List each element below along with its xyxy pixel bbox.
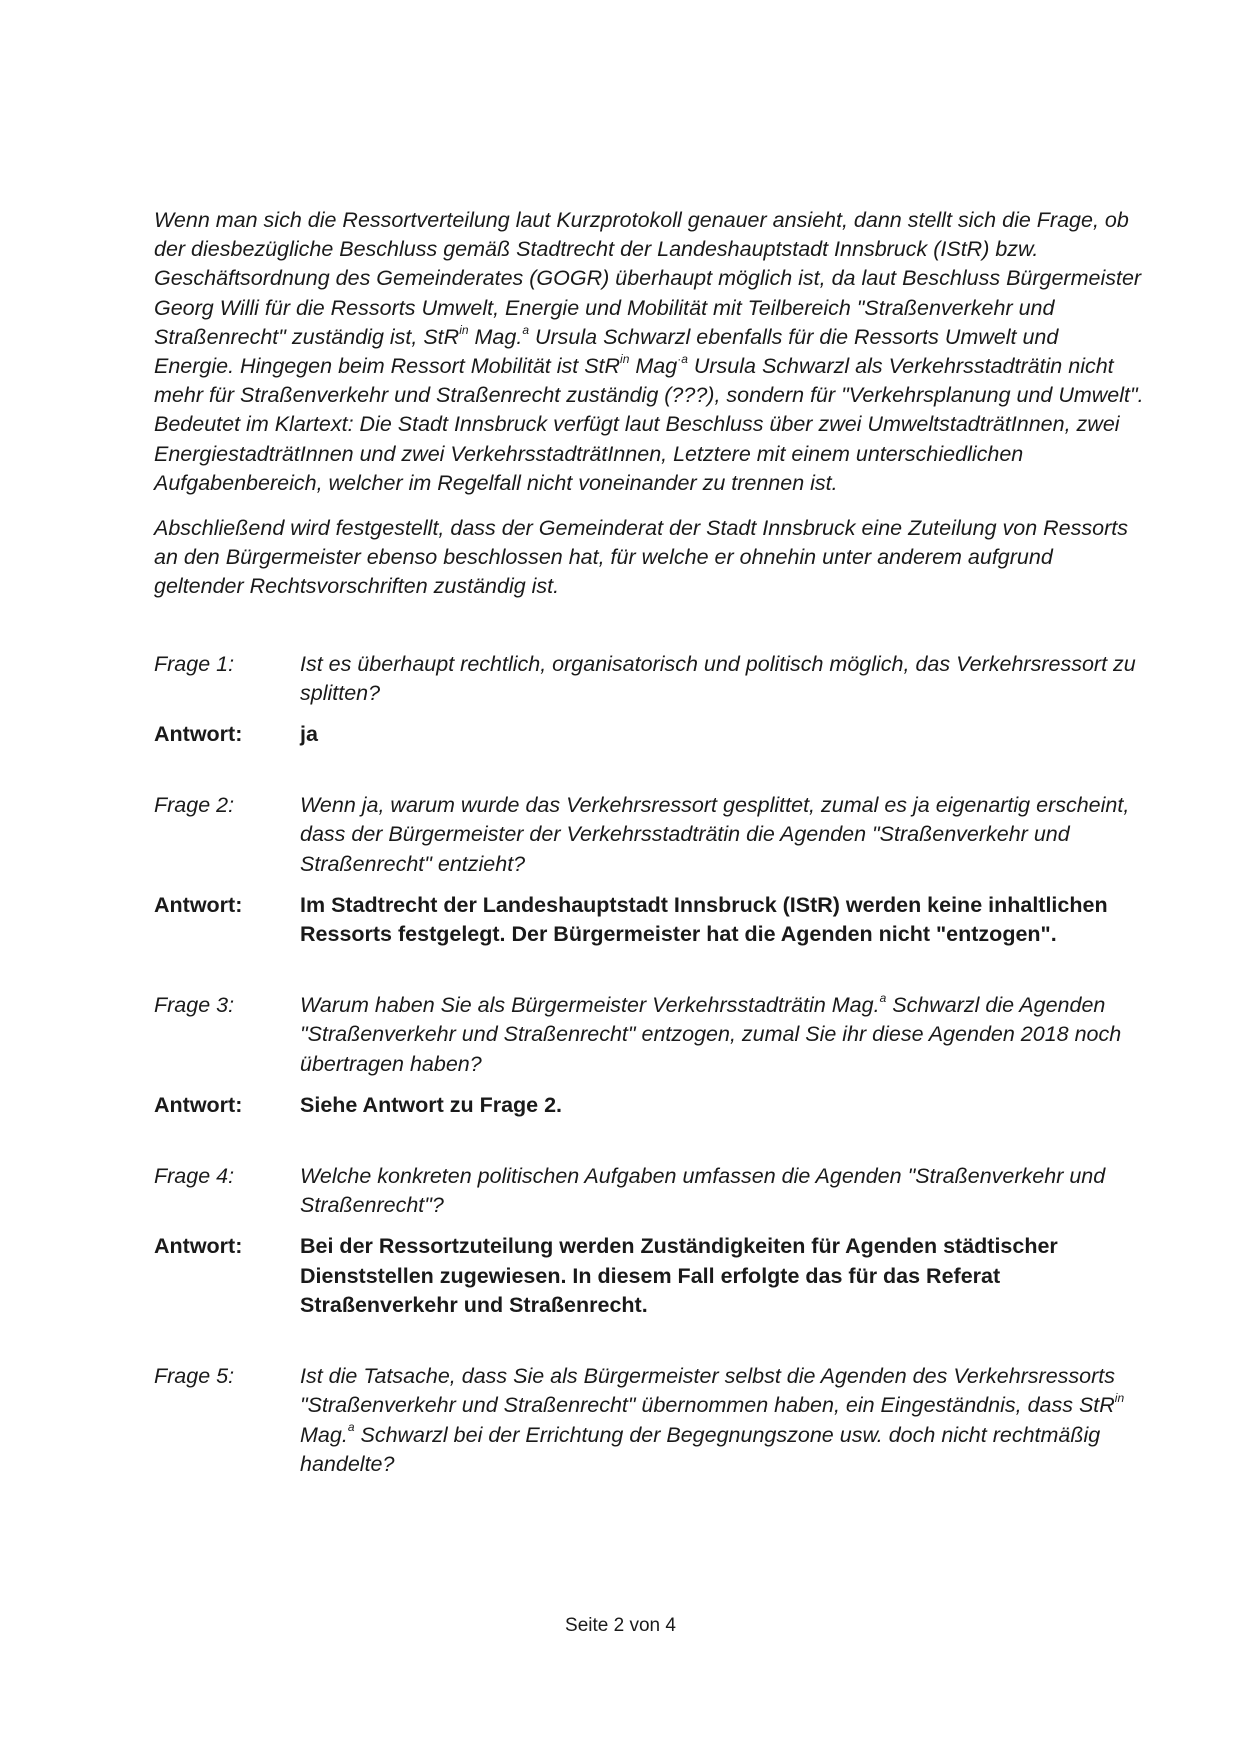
question-text	[300, 1362, 1144, 1479]
question-sup-1: in	[1114, 1391, 1125, 1406]
intro-p1-sup-4: ·a	[677, 351, 688, 366]
question-text-a: Warum haben Sie als Bürgermeister Verkehrsstadträtin Mag.	[300, 993, 880, 1018]
answer-row	[154, 720, 1144, 749]
intro-p1-sup-3: in	[620, 351, 630, 366]
question-text-a: Ist die Tatsache, dass Sie als Bürgermeister selbst die Agenden des Verkehrsressorts "Straßenverkehr und Straßenrecht" übernommen haben, ein Eingeständnis, dass StR	[300, 1364, 1116, 1418]
question-row	[154, 650, 1144, 708]
qa-block-4	[154, 1162, 1144, 1320]
intro-p1-text-b: Mag.	[468, 324, 523, 349]
intro-p1-text-e: Ursula Schwarzl als Verkehrsstadträtin nicht mehr für Straßenverkehr und Straßenrecht zuständig (???), sondern für "Verkehrsplanung und Umwelt". Bedeutet im Klartext: Die Stadt Innsbruck verfügt laut Beschluss über zwei UmweltstadträtInnen, zwei EnergiestadträtInnen und zwei VerkehrsstadträtInnen, Letztere mit einem unterschiedlichen Aufgabenbereich, welcher im Regelfall nicht voneinander zu trennen ist.	[154, 354, 1144, 495]
question-text: Welche konkreten politischen Aufgaben umfassen die Agenden "Straßenverkehr und Straßenrecht"?	[300, 1164, 1106, 1218]
answer-text: Siehe Antwort zu Frage 2.	[300, 1092, 563, 1117]
qa-block-5	[154, 1362, 1144, 1479]
question-text-b: Schwarzl die Agenden "Straßenverkehr und Straßenrecht" entzogen, zumal Sie ihr diese Agenden 2018 noch übertragen haben?	[300, 993, 1122, 1076]
answer-text: Im Stadtrecht der Landeshauptstadt Innsbruck (IStR) werden keine inhaltlichen Ressorts festgelegt. Der Bürgermeister hat die Agenden nicht "entzogen".	[300, 892, 1108, 947]
question-text: Ist es überhaupt rechtlich, organisatorisch und politisch möglich, das Verkehrsressort zu splitten?	[300, 651, 1136, 705]
intro-p1-sup-2: a	[522, 322, 529, 337]
question-sup-2: a	[347, 1420, 355, 1435]
question-row	[154, 791, 1144, 879]
question-text: Wenn ja, warum wurde das Verkehrsressort gesplittet, zumal es ja eigenartig erscheint, dass der Bürgermeister der Verkehrsstadträtin die Agenden "Straßenverkehr und Straßenrecht" entzieht?	[300, 793, 1130, 876]
question-label: Frage 2:	[154, 793, 235, 818]
page-number-footer: Seite 2 von 4	[565, 1615, 676, 1636]
question-label: Frage 4:	[154, 1164, 235, 1189]
answer-text: Bei der Ressortzuteilung werden Zuständigkeiten für Agenden städtischer Dienststellen zugewiesen. In diesem Fall erfolgte das für das Referat Straßenverkehr und Straßenrecht.	[300, 1234, 1058, 1317]
answer-label: Antwort:	[154, 722, 243, 747]
answer-text: ja	[300, 722, 318, 747]
answer-label: Antwort:	[154, 892, 243, 917]
answer-row	[154, 1232, 1144, 1320]
question-label: Frage 1:	[154, 651, 235, 676]
intro-p1-sup-1: in	[459, 322, 469, 337]
question-text-c: Schwarzl bei der Errichtung der Begegnungszone usw. doch nicht rechtmäßig handelte?	[300, 1422, 1101, 1476]
question-sup: a	[879, 991, 887, 1006]
question-label: Frage 3:	[154, 993, 235, 1018]
answer-label: Antwort:	[154, 1234, 243, 1259]
answer-label: Antwort:	[154, 1092, 243, 1117]
intro-p1-text-d: Mag	[629, 354, 678, 379]
intro-p1-text-a: Wenn man sich die Ressortverteilung laut Kurzprotokoll genauer ansieht, dann stellt sich die Frage, ob der diesbezügliche Beschluss gemäß Stadtrecht der Landeshauptstadt Innsbruck (IStR) bzw. Geschäftsordnung des Gemeinderates (GOGR) überhaupt möglich ist, da laut Beschluss Bürgermeister Georg Willi für die Ressorts Umwelt, Energie und Mobilität mit Teilbereich "Straßenverkehr und Straßenrecht" zuständig ist, StR	[154, 208, 1142, 349]
answer-row	[154, 891, 1144, 949]
question-row	[154, 1362, 1144, 1479]
answer-row	[154, 1091, 1144, 1120]
question-text	[300, 991, 1144, 1079]
question-row	[154, 1162, 1144, 1220]
question-label: Frage 5:	[154, 1364, 235, 1389]
question-answer-list	[154, 650, 1144, 1479]
qa-block-3	[154, 991, 1144, 1120]
intro-section	[154, 206, 1144, 602]
page-content	[154, 206, 1144, 1521]
question-row	[154, 991, 1144, 1079]
intro-paragraph-1	[154, 206, 1144, 498]
qa-block-1	[154, 650, 1144, 750]
question-text-b: Mag.	[300, 1422, 348, 1447]
intro-paragraph-2: Abschließend wird festgestellt, dass der Gemeinderat der Stadt Innsbruck eine Zuteilung von Ressorts an den Bürgermeister ebenso beschlossen hat, für welche er ohnehin unter anderem aufgrund geltender Rechtsvorschriften zuständig ist.	[154, 516, 1128, 599]
intro-p1-text-c: Ursula Schwarzl ebenfalls für die Ressorts Umwelt und Energie. Hingegen beim Ressort Mobilität ist StR	[154, 324, 1059, 379]
qa-block-2	[154, 791, 1144, 949]
